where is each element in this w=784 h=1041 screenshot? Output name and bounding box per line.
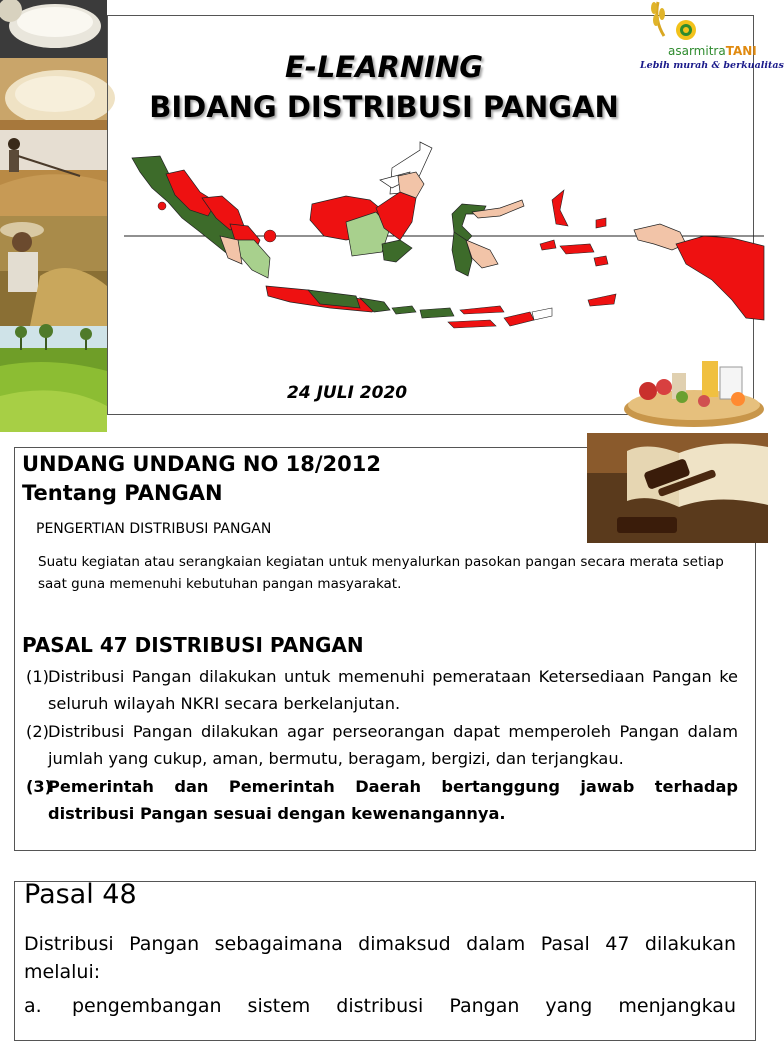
list-item-text: Distribusi Pangan dilakukan agar perseorangan dapat memperoleh Pangan dalam jumlah yang cukup, aman, bermutu, beragam, bergizi, dan terjangkau. (48, 722, 738, 768)
pasal-47-list (26, 664, 738, 829)
list-item (24, 992, 736, 1020)
food-platter-photo (620, 355, 768, 431)
farmer-drying-rice-photo (0, 130, 107, 216)
law-subtitle: Tentang PANGAN (22, 481, 223, 505)
logo-tagline: Lebih murah & berkualitas (640, 60, 784, 71)
halmahera (552, 190, 568, 226)
farmer-with-hat-photo (0, 216, 107, 326)
pasal-48-title: Pasal 48 (24, 879, 137, 910)
kalsel (382, 240, 412, 262)
definition-text: Suatu kegiatan atau serangkaian kegiatan untuk menyalurkan pasokan pangan secara merata setiap saat guna memenuhi kebutuhan pangan masyarakat. (38, 554, 724, 592)
pasal-48-intro: Distribusi Pangan sebagaimana dimaksud dalam Pasal 47 dilakukan melalui: (24, 933, 736, 983)
slide-date: 24 JULI 2020 (287, 383, 408, 403)
list-item (26, 774, 738, 827)
list-item-number: (1) (26, 667, 49, 686)
lampung (238, 240, 270, 278)
section-heading: PENGERTIAN DISTRIBUSI PANGAN (36, 521, 272, 537)
indonesia-map (120, 140, 768, 340)
list-item (26, 719, 738, 772)
papua (676, 236, 764, 320)
pasal-47-heading: PASAL 47 DISTRIBUSI PANGAN (22, 633, 364, 657)
slide-subtitle: BIDANG DISTRIBUSI PANGAN (149, 90, 619, 124)
logo-brand-suffix: TANI (725, 44, 757, 58)
logo-brand-prefix: asarmitra (668, 44, 726, 58)
list-item-text: Pemerintah dan Pemerintah Daerah bertanggung jawab terhadap distribusi Pangan sesuai dengan kewenangannya. (48, 777, 738, 823)
list-item-number: (2) (26, 722, 49, 741)
list-item-text: Distribusi Pangan dilakukan untuk memenuhi pemerataan Ketersediaan Pangan ke seluruh wilayah NKRI secara berkelanjutan. (48, 667, 738, 713)
slide-title: E-LEARNING (284, 50, 484, 84)
cover-slide (0, 0, 784, 432)
gavel-book-photo (587, 433, 768, 543)
list-item-label: a. (24, 995, 42, 1017)
list-item-number: (3) (26, 777, 53, 796)
law-title: UNDANG UNDANG NO 18/2012 (22, 452, 381, 476)
rice-field-photo (0, 326, 107, 432)
list-item-text: pengembangan sistem distribusi Pangan yang menjangkau (72, 995, 736, 1017)
list-item (26, 664, 738, 717)
asarmitra-tani-logo (640, 0, 784, 90)
